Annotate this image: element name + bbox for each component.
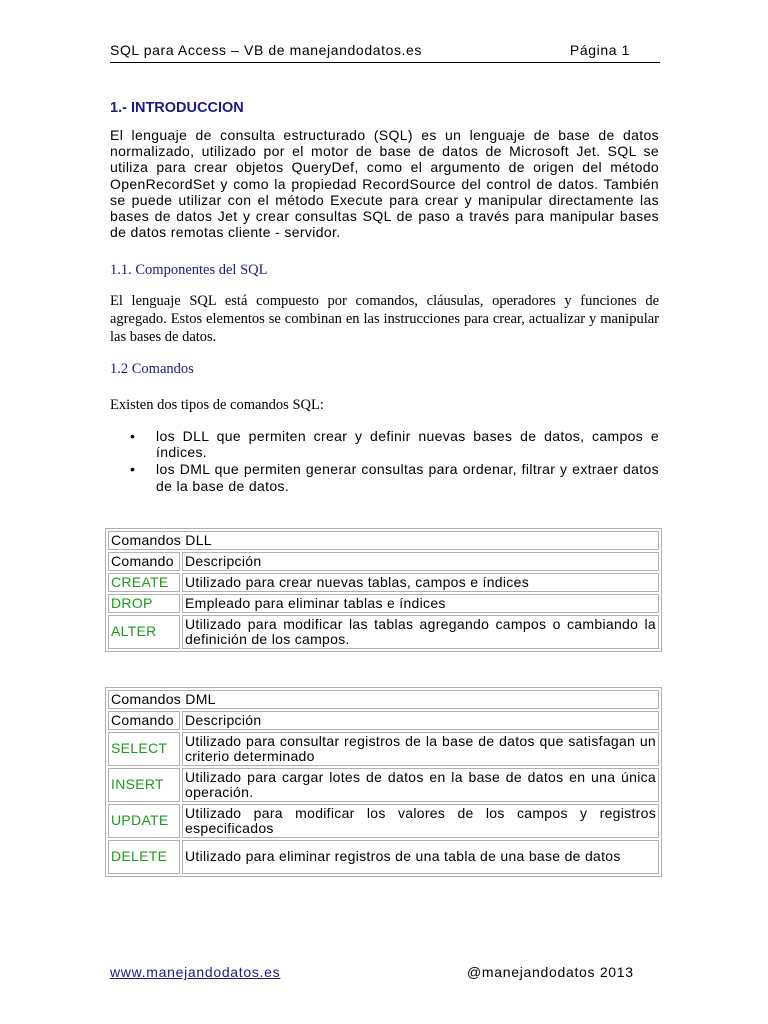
table-row xyxy=(108,732,659,766)
description-cell: Utilizado para modificar las tablas agregando campos o cambiando la definición de los campos. xyxy=(182,615,659,649)
table-header-row xyxy=(108,552,659,571)
table-header-row xyxy=(108,711,659,730)
list-item xyxy=(110,428,659,460)
section-title-introduccion: 1.- INTRODUCCION xyxy=(110,100,244,116)
description-cell: Empleado para eliminar tablas e índices xyxy=(182,594,659,613)
description-cell: Utilizado para cargar lotes de datos en la base de datos en una única operación. xyxy=(182,768,659,802)
table-row xyxy=(108,804,659,838)
description-cell: Utilizado para eliminar registros de una tabla de una base de datos xyxy=(182,840,659,874)
command-cell: DROP xyxy=(108,594,180,613)
column-header-comando: Comando xyxy=(108,552,180,571)
section-title-comandos: 1.2 Comandos xyxy=(110,361,194,377)
command-cell: CREATE xyxy=(108,573,180,592)
column-header-descripcion: Descripción xyxy=(182,711,659,730)
command-types-list xyxy=(110,428,659,494)
table-row xyxy=(108,573,659,592)
page-number: Página 1 xyxy=(569,42,630,58)
intro-paragraph: El lenguaje de consulta estructurado (SQL) es un lenguaje de base de datos normalizado, utilizado por el motor de base de datos de Microsoft Jet. SQL se utiliza para crear objetos QueryDef, como el argumento de origen del método OpenRecordSet y como la propiedad RecordSource del control de datos. También se puede utilizar con el método Execute para crear y manipular directamente las bases de datos Jet y crear consultas SQL de paso a través para manipular bases de datos remotas cliente - servidor. xyxy=(110,127,659,241)
section-title-componentes: 1.1. Componentes del SQL xyxy=(110,262,268,278)
table-row xyxy=(108,768,659,802)
column-header-comando: Comando xyxy=(108,711,180,730)
header-title: SQL para Access – VB de manejandodatos.es xyxy=(110,42,423,58)
componentes-paragraph: El lenguaje SQL está compuesto por comandos, cláusulas, operadores y funciones de agregado. Estos elementos se combinan en las instrucciones para crear, actualizar y manipular las bases de datos. xyxy=(110,293,659,345)
bullet-icon: • xyxy=(130,461,136,478)
description-cell: Utilizado para modificar los valores de los campos y registros especificados xyxy=(182,804,659,838)
description-cell: Utilizado para consultar registros de la base de datos que satisfagan un criterio determinado xyxy=(182,732,659,766)
table-caption-row xyxy=(108,690,659,709)
footer-website-link[interactable]: www.manejandodatos.es xyxy=(110,964,281,980)
command-cell: DELETE xyxy=(108,840,180,874)
command-cell: INSERT xyxy=(108,768,180,802)
command-cell: SELECT xyxy=(108,732,180,766)
table-caption: Comandos DLL xyxy=(108,531,659,550)
table-row xyxy=(108,840,659,874)
command-cell: ALTER xyxy=(108,615,180,649)
comandos-intro: Existen dos tipos de comandos SQL: xyxy=(110,397,324,413)
description-cell: Utilizado para crear nuevas tablas, campos e índices xyxy=(182,573,659,592)
list-item-text: los DML que permiten generar consultas para ordenar, filtrar y extraer datos de la base de datos. xyxy=(156,461,659,494)
table-caption-row xyxy=(108,531,659,550)
list-item xyxy=(110,461,659,493)
table-caption: Comandos DML xyxy=(108,690,659,709)
table-row xyxy=(108,615,659,649)
list-item-text: los DLL que permiten crear y definir nuevas bases de datos, campos e índices. xyxy=(156,428,659,461)
footer-copyright: @manejandodatos 2013 xyxy=(467,964,634,980)
table-row xyxy=(108,594,659,613)
page-header xyxy=(110,42,660,63)
command-cell: UPDATE xyxy=(108,804,180,838)
table-comandos-dml xyxy=(105,687,662,877)
bullet-icon: • xyxy=(130,428,136,444)
table-comandos-dll xyxy=(105,528,662,652)
column-header-descripcion: Descripción xyxy=(182,552,659,571)
